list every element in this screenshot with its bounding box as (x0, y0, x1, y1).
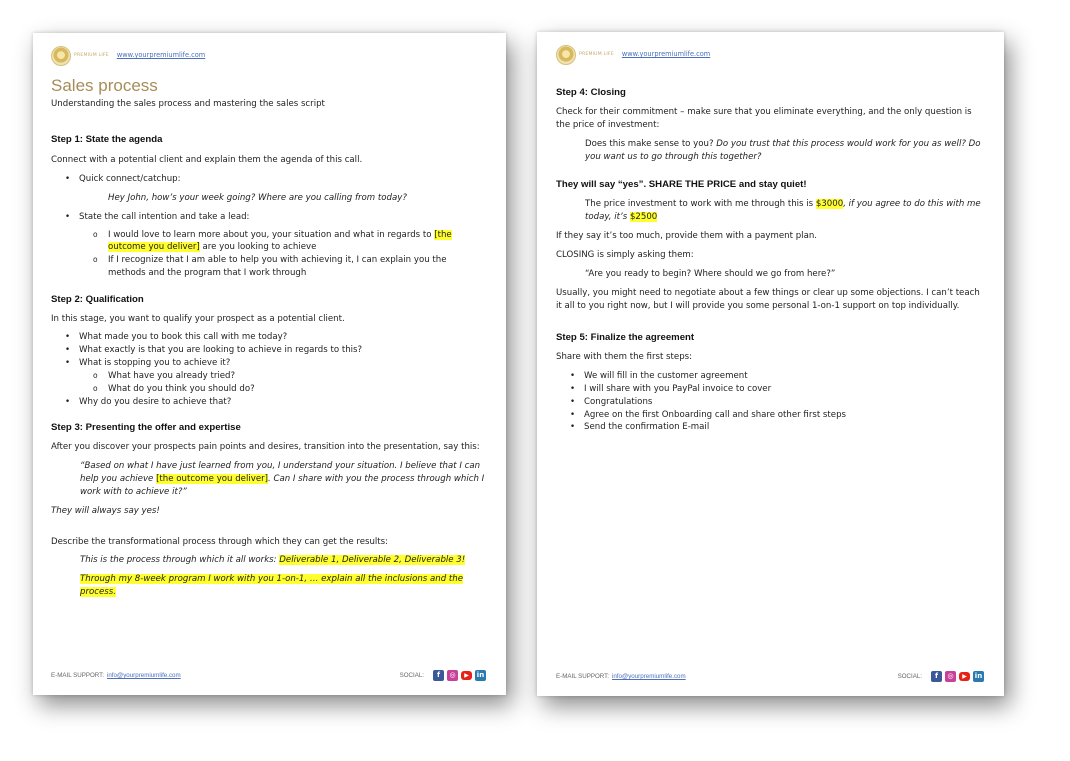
page-header (556, 44, 984, 66)
list-item: • I will share with you PayPal invoice to cover (556, 383, 984, 396)
youtube-icon[interactable]: ▶ (461, 671, 472, 680)
linkedin-icon[interactable]: in (476, 671, 485, 679)
document-page-1 (33, 33, 506, 695)
document-page-2 (537, 32, 1004, 696)
support-label: E-MAIL SUPPORT: (51, 671, 104, 679)
offer-quote: “Based on what I have just learned from you, I understand your situation. I believe that I can help you achieve [the outcome you deliver]. Can I share with you the process through which I work with to achieve it?” (80, 461, 485, 497)
step1-heading: Step 1: State the agenda (51, 133, 163, 145)
connect-quote: Hey John, how’s your week going? Where are you calling from today? (108, 192, 407, 203)
youtube-icon[interactable]: ▶ (959, 672, 970, 681)
list-item: • What exactly is that you are looking to achieve in regards to this? (51, 344, 486, 357)
price-line: The price investment to work with me through this is $3000, if you agree to do this with me today, it’s $2500 (585, 199, 981, 223)
step4-heading: Step 4: Closing (556, 87, 626, 98)
list-item: o I would love to learn more about you, your situation and what in regards to [the outcome you deliver] are you looking to achieve (51, 229, 486, 255)
list-item: • Congratulations (556, 396, 984, 409)
describe-process: Describe the transformational process through which they can get the results: (51, 536, 389, 547)
step2-intro: In this stage, you want to qualify your prospect as a potential client. (51, 314, 345, 325)
step4-intro: Check for their commitment – make sure that you eliminate everything, and the only question is the price of investment: (556, 107, 972, 131)
step2-heading: Step 2: Qualification (51, 294, 144, 306)
list-item: o What have you already tried? (51, 370, 486, 383)
step5-intro: Share with them the first steps: (556, 351, 693, 362)
facebook-icon[interactable]: f (931, 671, 942, 682)
list-item: • What made you to book this call with me today? (51, 331, 486, 344)
website-link[interactable]: www.yourpremiumlife.com (116, 51, 206, 60)
brand-name: PREMIUM LIFE (74, 52, 109, 58)
page-footer (51, 670, 486, 681)
social-label: SOCIAL: (897, 672, 922, 680)
step5-heading: Step 5: Finalize the agreement (556, 331, 695, 343)
brand-name: PREMIUM LIFE (579, 51, 614, 57)
payment-plan-note: If they say it’s too much, provide them with a payment plan. (556, 231, 818, 242)
page-subtitle: Understanding the sales process and mastering the sales script (51, 98, 325, 109)
list-item: • What is stopping you to achieve it? (51, 357, 486, 370)
list-item: • Agree on the first Onboarding call and share other first steps (556, 409, 984, 422)
page-title: Sales process (51, 76, 158, 95)
website-link[interactable]: www.yourpremiumlife.com (621, 50, 711, 59)
closing-note: CLOSING is simply asking them: (556, 250, 694, 261)
list-item: • Quick connect/catchup: (51, 173, 486, 186)
negotiation-note: Usually, you might need to negotiate about a few things or clear up some objections. I can’t teach it all to you right now, but I will provide you some personal 1-on-1 support on top individually. (556, 287, 980, 311)
linkedin-icon[interactable]: in (974, 672, 983, 680)
program-line: Through my 8-week program I work with you 1-on-1, … explain all the inclusions and the process. (80, 574, 463, 598)
facebook-icon[interactable]: f (433, 670, 444, 681)
process-line: This is the process through which it all works: Deliverable 1, Deliverable 2, Deliverable 3! (80, 555, 466, 566)
social-label: SOCIAL: (399, 671, 424, 679)
list-item: • State the call intention and take a lead: (51, 211, 486, 224)
support-email-link[interactable]: info@yourpremiumlife.com (106, 671, 181, 679)
share-price-heading: They will say “yes”. SHARE THE PRICE and stay quiet! (556, 178, 807, 190)
list-item: • Why do you desire to achieve that? (51, 396, 486, 409)
premium-life-logo (556, 45, 576, 65)
premium-life-logo (51, 46, 71, 66)
page-header (51, 45, 486, 67)
list-item: o What do you think you should do? (51, 383, 486, 396)
page-footer (556, 671, 984, 682)
list-item: • Send the confirmation E-mail (556, 421, 984, 434)
support-label: E-MAIL SUPPORT: (556, 672, 609, 680)
support-email-link[interactable]: info@yourpremiumlife.com (611, 672, 686, 680)
closing-questions: Does this make sense to you? Do you trust that this process would work for you as well? Do you want us to go through this together? (585, 139, 981, 163)
instagram-icon[interactable]: ◎ (447, 670, 458, 681)
always-yes-note: They will always say yes! (51, 505, 160, 516)
list-item: • We will fill in the customer agreement (556, 370, 984, 383)
list-item: o If I recognize that I am able to help you with achieving it, I can explain you the methods and the program that I work through (51, 254, 486, 280)
step1-intro: Connect with a potential client and explain them the agenda of this call. (51, 154, 363, 165)
step3-heading: Step 3: Presenting the offer and expertise (51, 421, 241, 433)
ready-quote: “Are you ready to begin? Where should we go from here?” (585, 268, 836, 279)
step3-intro: After you discover your prospects pain points and desires, transition into the presentation, say this: (51, 442, 480, 453)
instagram-icon[interactable]: ◎ (945, 671, 956, 682)
